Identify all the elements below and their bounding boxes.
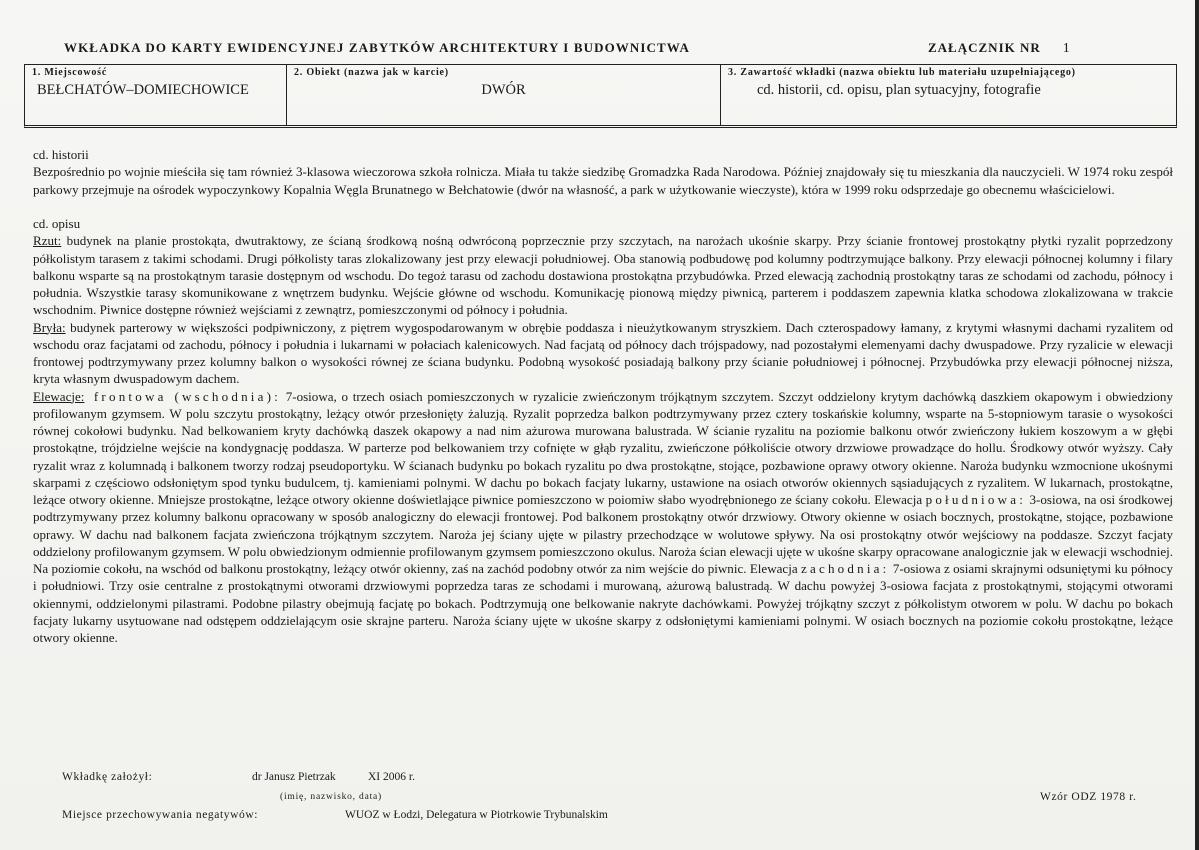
elewacje-text-1: 7-osiowa, o trzech osiach pomieszczonych w ryzalicie zwieńczonym trójkątnym szczytem. Szczyt oddzielony krytym dachówką daszkiem okapowym i obwiedziony profilowanym gzymsem. W polu szczytu prostokątny, leżący otwór przesłonięty żaluzją. Ryzalit poprzedza balkon podtrzymywany przez cztery toskańskie kolumny, wsparte na 5-stopniowym tarasie o wysokości równej cokołowi budynku. Nad belkowaniem kryty dachówką daszek okapowy a nad nim ażurowa murowana balustrada. W ścianie ryzalitu na poziomie balkonu otwór zwieńczony łukiem koszowym a w głębi prostokątne, trójdzielne wejście na kondygnację poddasza. W parterze pod belkowaniem trzy cofnięte w głąb ryzalitu, zwieńczone półkoliście otwory drzwiowe prowadzące do hollu. Środkowy otwór wyższy. Cały ryzalit wraz z kolumnadą i balkonem tworzy rodzaj pseudoportyku. W ścianach budynku po bokach ryzalitu po dwa prostokątne, stojące, pozbawione oprawy otwory okienne. Naroża budynku wzmocnione ukośnymi skarpami z częściowo odsłoniętym spod tynku budulcem, tj. kamieniami polnymi. W dachu po bokach facjaty lukarny, ustawione na osiach otworów okiennych sąsiadujących z ryzalitem. W lukarnach, prostokątne, leżące otwory okienne. Mniejsze prostokątne, leżące otwory okienne doświetlające piwnice pomieszczono w poiomiw słabo wyodrębnionego ze ściany cokołu. Elewacja <box>33 388 1173 507</box>
location-label: 1. Miejscowość <box>32 67 108 78</box>
annex-label-text: ZAŁĄCZNIK NR <box>928 40 1041 55</box>
bryla-label: Bryła: <box>33 319 66 335</box>
negatives-value: WUOZ w Łodzi, Delegatura w Piotrkowie Trybunalskim <box>345 809 608 821</box>
zachodnia-label: zachodnia: <box>800 561 890 576</box>
document-title: WKŁADKA DO KARTY EWIDENCYJNEJ ZABYTKÓW ARCHITEKTURY I BUDOWNICTWA <box>64 40 690 55</box>
contents-label: 3. Zawartość wkładki (nazwa obiektu lub materiału uzupełniającego) <box>728 67 1076 78</box>
negatives-label: Miejsce przechowywania negatywów: <box>62 809 259 821</box>
history-paragraph: Bezpośrednio po wojnie mieściła się tam również 3-klasowa wieczorowa szkoła rolnicza. Miała tu także siedzibę Gromadzka Rada Narodowa. Później znajdowały się tu mieszkania dla nauczycieli. W 1974 roku zespół parkowy przejmuje na ośrodek wypoczynkowy Kopalnia Węgla Brunatnego w Bełchatowie (dwór na własność, a park w użytkowanie wieczyste), która w 1999 roku odsprzedaje go obecnemu właścicielowi. <box>33 164 1173 197</box>
elewacje-text-3: 7-osiowa z osiami skrajnymi odsuniętymi ku północy i południowi. Trzy osie centralne z prostokątnymi otworami drzwiowymi poprzedza taras ze schodami i murowaną, ażurową balustradą. W dachu powyżej 3-osiowa facjata z prostokątnymi, stojącymi otworami okiennymi, oddzielonymi pilastrami. Podobne pilastry obejmują facjatę po bokach. Podtrzymują one belkowanie nakryte dachówkami. Powyżej trójkątny szczyt z półkolistym otworem w polu. W dachu po bokach facjaty lukarny usytuowane nad odstępem oddzielającym osie skrajne parteru. Naroża ściany ujęte w ukośne skarpy z odsłoniętymi kamieniami polnymi. W osiach bocznych na poziomie cokołu prostokątne, leżące otwory okienne. <box>33 561 1173 645</box>
contents-value: cd. historii, cd. opisu, plan sytuacyjny, fotografie <box>757 82 1041 98</box>
object-cell <box>287 65 721 125</box>
author-name: dr Janusz Pietrzak <box>252 771 336 783</box>
annex-number: 1 <box>1062 41 1071 56</box>
description-heading: cd. opisu <box>33 216 81 231</box>
form-code: Wzór ODZ 1978 r. <box>1040 791 1137 803</box>
poludniowa-label: południowa: <box>925 492 1027 507</box>
location-value: BEŁCHATÓW–DOMIECHOWICE <box>37 82 249 98</box>
bryla-paragraph <box>33 319 1173 388</box>
rzut-paragraph <box>33 232 1173 318</box>
author-label: Wkładkę założył: <box>62 771 153 783</box>
author-hint: (imię, nazwisko, data) <box>280 792 383 802</box>
header-fields-table <box>24 64 1177 128</box>
object-label: 2. Obiekt (nazwa jak w karcie) <box>294 67 449 78</box>
elewacje-text-2: 3-osiowa, na osi środkowej podtrzymywany przez kolumny balkonu opracowany w sposób analogiczny do elewacji frontowej. Pod balkonem prostokątny otwór drzwiowy. Otwory okienne w osiach bocznych, prostokątne, stojące, pozbawione oprawy. W dachu nad balkonem facjata zwieńczona trójkątnym szczytem. Naroża jej ściany ujęte w pilastry przechodzące w wolutowe spływy. Na osi prostokątny otwór wejściowy na poddasze. Szczyt facjaty oddzielony profilowanym gzymsem. W polu obwiedzionym odmiennie profilowanym gzymsem pomieszczono okulus. Naroża ścian elewacji ujęte w ukośne skarpy opracowane analogicznie jak w elewacji wschodniej. Na poziomie cokołu, na wschód od balkonu prostokątny, leżący otwór okienny, zaś na zachód podobny otwór za nim wejście do piwnic. Elewacja <box>33 492 1173 576</box>
frontowa-label: frontowa (wschodnia): <box>93 388 281 404</box>
contents-cell <box>721 65 1176 125</box>
rzut-label: Rzut: <box>33 233 62 249</box>
elewacje-paragraph <box>33 388 1173 647</box>
rzut-text: budynek na planie prostokąta, dwutraktowy, ze ścianą środkową nośną odwróconą poprzecznie przy szczytach, na narożach ukośnie skarpy. Przy ścianie frontowej prostokątny płytki ryzalit poprzedzony półkolistym tarasem z takimi schodami. Drugi półkolisty taras zlokalizowany jest przy elewacji południowej. Oba stanowią podbudowę pod kolumny podtrzymujące balkony. Przy elewacji północnej kolumny i filary balkonu wsparte są na prostokątnym tarasie dostępnym od wschodu. Do tegoż tarasu od zachodu dostawiona prostokątna przybudówka. Przed elewacją zachodnią prostokątny taras ze schodami od zachodu, północy i południa. Wszystkie tarasy skomunikowane z wnętrzem budynku. Wejście główne od wschodu. Komunikację pionową między piwnicą, parterem i poddaszem zapewnia klatka schodowa zlokalizowana w trakcie wschodnim. Piwnice dostępne również wejściami z zewnątrz, pomieszczonymi od północy i południa. <box>33 233 1173 318</box>
elewacje-label: Elewacje: <box>33 388 85 404</box>
object-value: DWÓR <box>481 82 526 98</box>
annex-label <box>928 40 1071 57</box>
author-date: XI 2006 r. <box>368 771 415 783</box>
paragraph-gap <box>33 198 1173 215</box>
location-cell <box>25 65 287 125</box>
history-heading: cd. historii <box>33 147 89 162</box>
scan-edge <box>1195 0 1199 850</box>
document-body <box>33 146 1173 646</box>
bryla-text: budynek parterowy w większości podpiwniczony, z piętrem wygospodarowanym w obrębie poddasza i nieużytkowanym stryszkiem. Dach czterospadowy łamany, z krytymi własnymi dachami ryzalitem od wschodu oraz facjatami od zachodu, północy i południa i lukarnami w połaciach kalenicowych. Nad facjatą od północy dach trójspadowy, nad pozostałymi elemenyami dachy dwuspadowe. Przy ryzalicie w elewacji frontowej podtrzymywany przez kolumny balkon o wysokości równej ze ściana budynku. Podobną wysokość posiadają balkony przy ścianie południowej i północnej. Przybudówka przy elewacji północnej niższa, kryta własnym dwuspadowym dachem. <box>33 319 1173 387</box>
